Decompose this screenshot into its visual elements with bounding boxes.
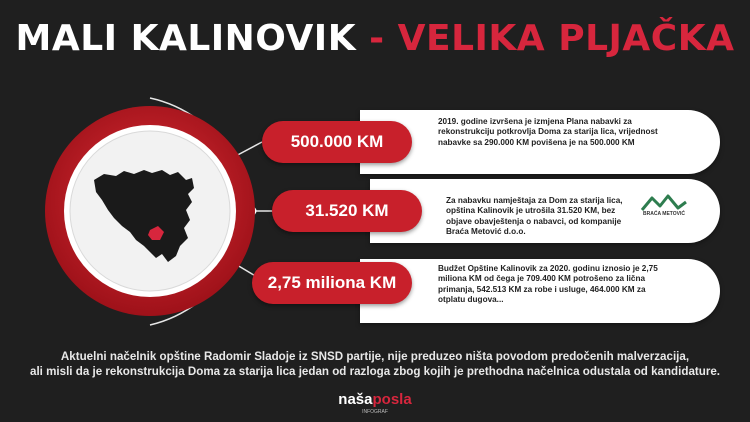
amount-pill-3: 2,75 miliona KM (252, 262, 412, 304)
title-part-1: MALI KALINOVIK (15, 18, 357, 59)
brand-logo (0, 391, 750, 408)
info-text-2: Za nabavku namještaja za Dom za starija lica, opština Kalinovik je utrošila 31.520 KM, bez objave obavještenja o nabavci, od kompanije Braća Metović d.o.o. (446, 196, 623, 236)
title-part-2: - VELIKA PLJAČKA (369, 18, 735, 59)
amount-pill-2: 31.520 KM (272, 190, 422, 232)
footer-text (30, 349, 720, 379)
brand-name-red: posla (372, 391, 412, 408)
brand-name-white: naša (338, 391, 373, 408)
company-logo (640, 194, 688, 220)
footer-line-1: Aktuelni načelnik opštine Radomir Sladoje iz SNSD partije, nije preduzeo ništa povodom predočenih malverzacija, (60, 350, 690, 363)
brand-subtitle: INFOGRAF (362, 409, 388, 415)
company-logo-icon (640, 194, 688, 212)
company-logo-text: BRAĆA METOVIĆ (643, 211, 685, 217)
amount-pill-1: 500.000 KM (262, 121, 412, 163)
footer-line-2: ali misli da je rekonstrukcija Doma za starija lica jedan od razloga zbog kojih je prethodna načelnica odustala od kandidature. (30, 365, 721, 378)
info-text-1: 2019. godine izvršena je izmjena Plana nabavki za rekonstrukciju potkrovlja Doma za starija lica, vrijednost nabavke sa 290.000 KM povišena je na 500.000 KM (438, 117, 658, 147)
info-text-3: Budžet Opštine Kalinovik za 2020. godinu iznosio je 2,75 miliona KM od čega je 709.400 KM potrošeno za lična primanja, 542.513 KM za robe i usluge, 464.000 KM za otplatu dugova... (438, 264, 658, 304)
